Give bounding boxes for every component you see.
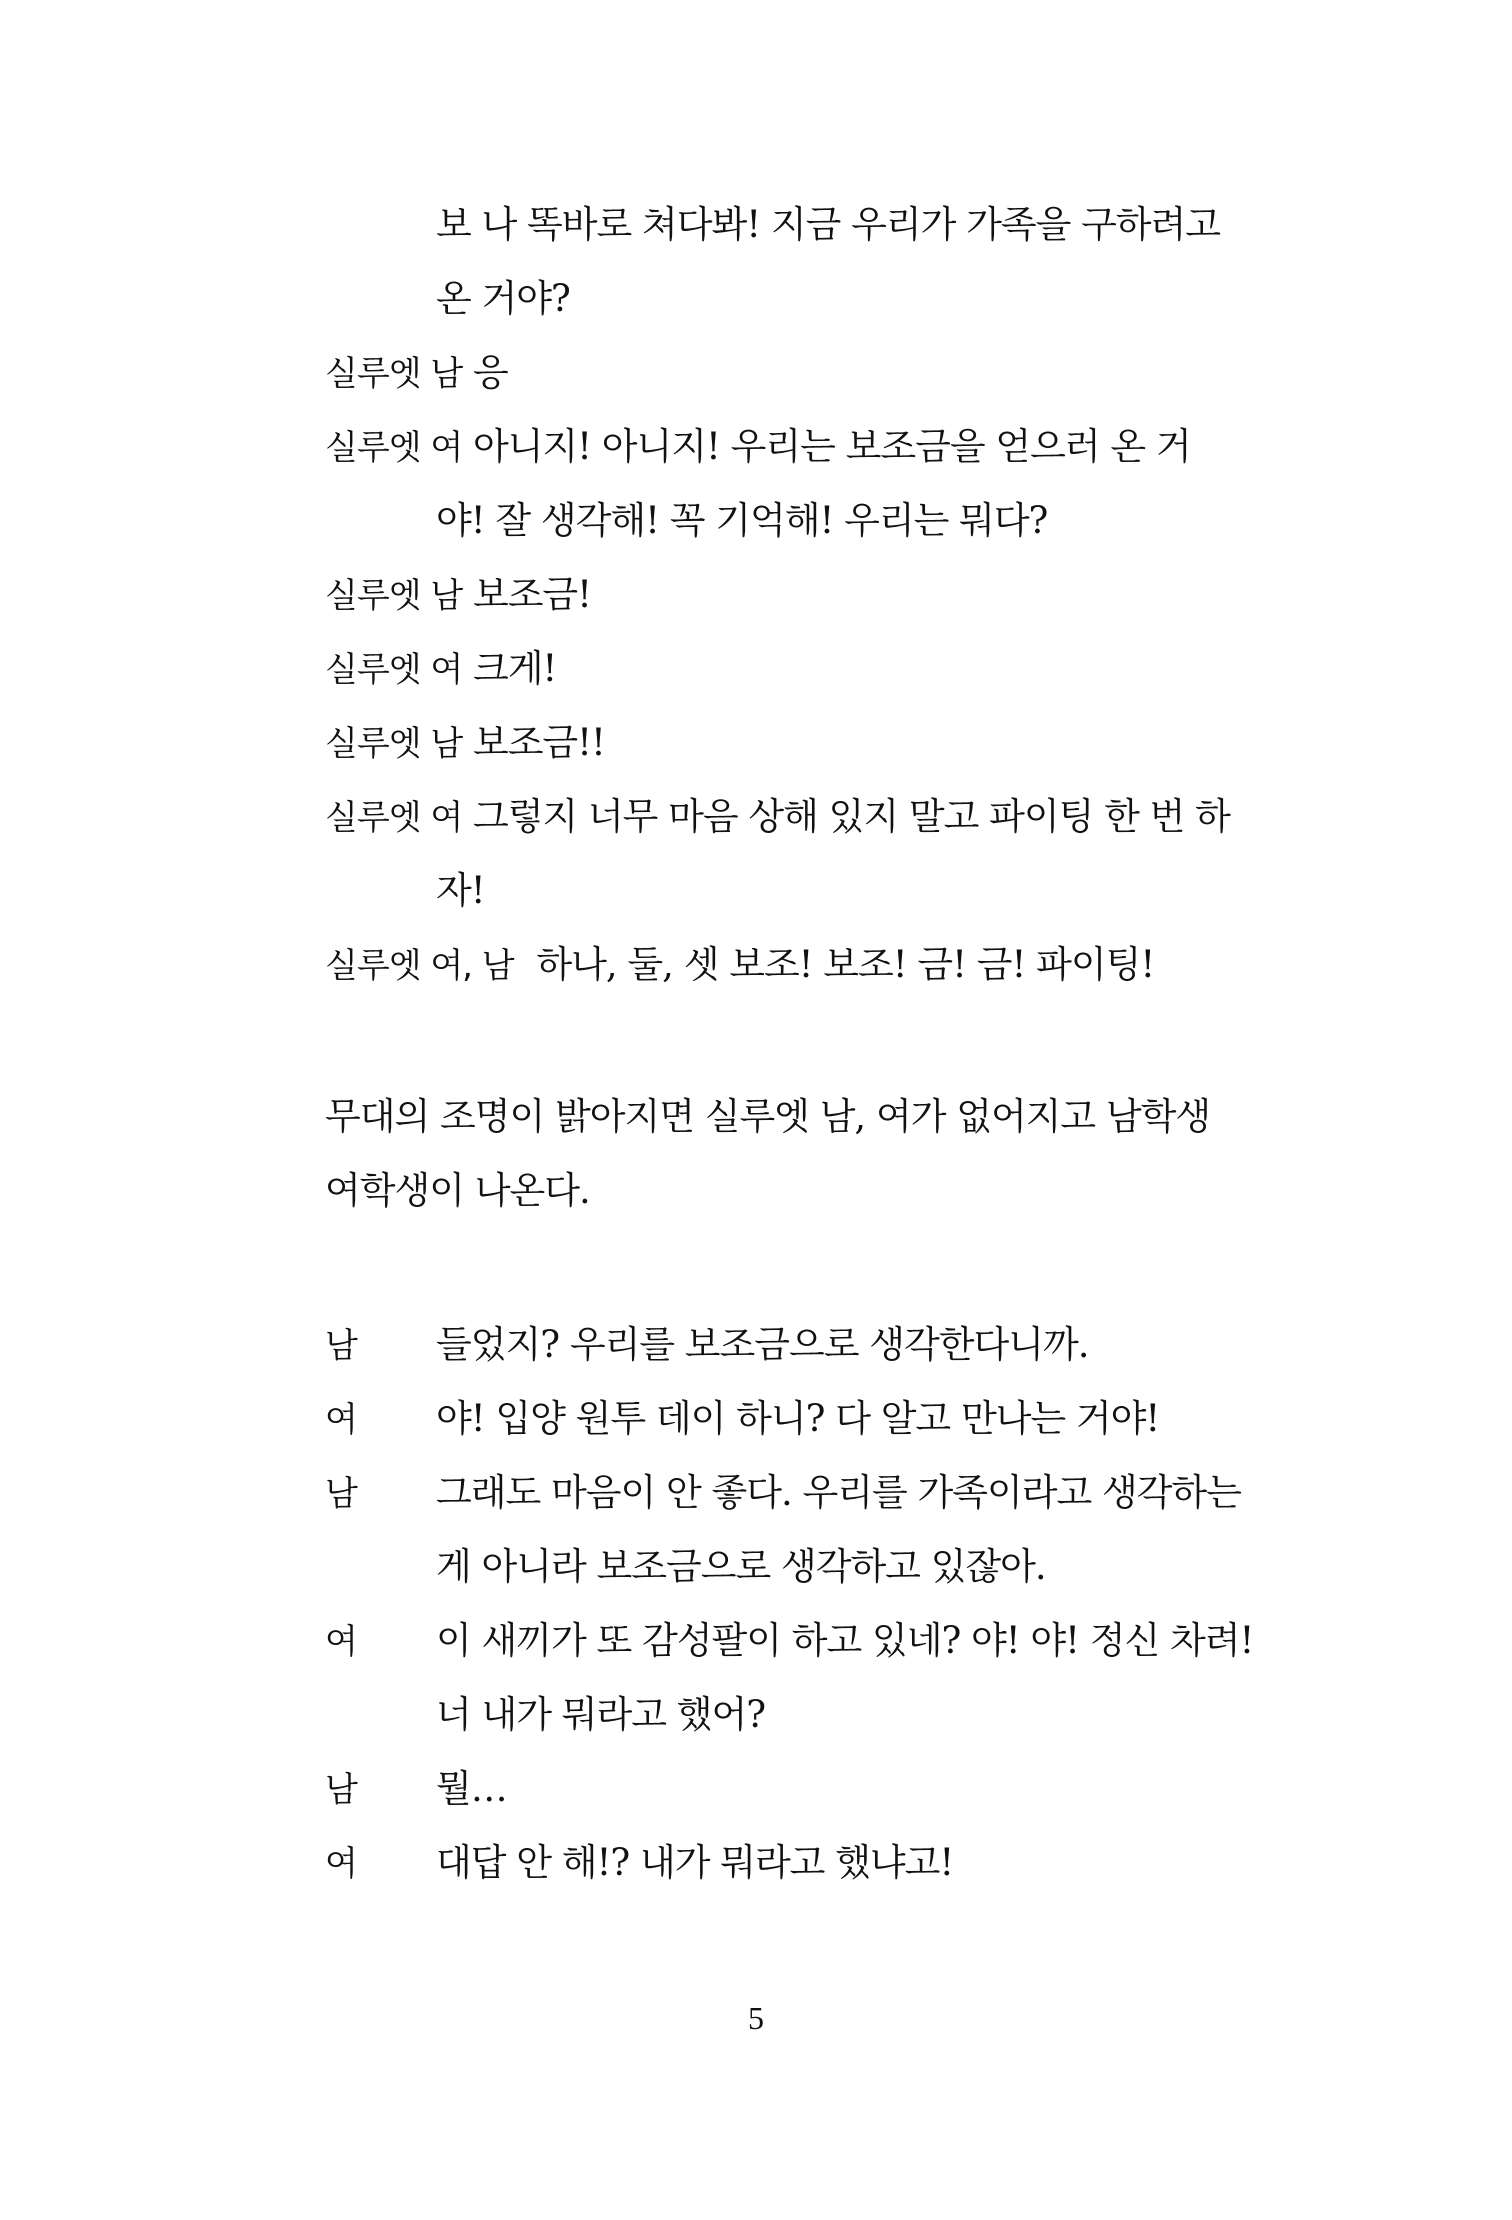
dialogue-text: 야! 입양 원투 데이 하니? 다 알고 만나는 거야! (436, 1397, 1160, 1440)
dialogue-text: 뭘… (436, 1767, 507, 1810)
dialogue-text: 온 거야? (436, 277, 570, 320)
stage-direction-text: 무대의 조명이 밝아지면 실루엣 남, 여가 없어지고 남학생 (325, 1095, 1211, 1138)
dialogue-text: 이 새끼가 또 감성팔이 하고 있네? 야! 야! 정신 차려! (436, 1619, 1254, 1662)
script-line (436, 484, 1270, 558)
dialogue-text: 보 나 똑바로 쳐다봐! 지금 우리가 가족을 구하려고 (436, 203, 1221, 246)
script-line (325, 780, 1270, 854)
dialogue-line (436, 1530, 1270, 1604)
speaker-label: 남 (325, 1326, 357, 1366)
dialogue-line (325, 1308, 1270, 1382)
script-line (325, 410, 1270, 484)
dialogue-text: 그렇지 너무 마음 상해 있지 말고 파이팅 한 번 하 (472, 795, 1230, 838)
stage-direction-text: 여학생이 나온다. (325, 1169, 590, 1212)
speaker-label: 실루엣 남 (325, 354, 463, 394)
dialogue-text: 크게! (472, 647, 557, 690)
dialogue-text: 응 (472, 351, 508, 394)
dialogue-text: 게 아니라 보조금으로 생각하고 있잖아. (436, 1545, 1046, 1588)
dialogue-line (325, 1456, 1270, 1530)
speaker-label: 실루엣 여 (325, 650, 463, 690)
dialogue-text: 보조금! (472, 573, 592, 616)
script-line (436, 854, 1270, 928)
speaker-label: 실루엣 남 (325, 724, 463, 764)
page-number: 5 (748, 2000, 764, 2036)
script-line (436, 188, 1270, 262)
script-line (436, 262, 1270, 336)
script-line (325, 558, 1270, 632)
script-line (325, 336, 1270, 410)
dialogue-line (325, 1382, 1270, 1456)
dialogue-text: 아니지! 아니지! 우리는 보조금을 얻으러 온 거 (472, 425, 1191, 468)
script-line (325, 632, 1270, 706)
speaker-label: 실루엣 남 (325, 576, 463, 616)
speaker-label: 실루엣 여, 남 (325, 946, 514, 986)
stage-direction-line (325, 1154, 1270, 1228)
speaker-label: 여 (325, 1622, 357, 1662)
dialogue-text: 너 내가 뭐라고 했어? (436, 1693, 766, 1736)
speaker-label: 여 (325, 1400, 357, 1440)
script-line (325, 706, 1270, 780)
dialogue-line (325, 1752, 1270, 1826)
dialogue-text: 자! (436, 869, 485, 912)
dialogue-text: 대답 안 해!? 내가 뭐라고 했냐고! (436, 1841, 954, 1884)
dialogue-text: 들었지? 우리를 보조금으로 생각한다니까. (436, 1323, 1089, 1366)
speaker-label: 실루엣 여 (325, 798, 463, 838)
speaker-label: 실루엣 여 (325, 428, 463, 468)
speaker-label: 남 (325, 1770, 357, 1810)
dialogue-line (436, 1678, 1270, 1752)
dialogue-line (325, 1826, 1270, 1900)
speaker-label: 남 (325, 1474, 357, 1514)
speaker-label: 여 (325, 1844, 357, 1884)
dialogue-line (325, 1604, 1270, 1678)
dialogue-text: 보조금!! (472, 721, 605, 764)
dialogue-text: 그래도 마음이 안 좋다. 우리를 가족이라고 생각하는 (436, 1471, 1241, 1514)
dialogue-text: 야! 잘 생각해! 꼭 기억해! 우리는 뭐다? (436, 499, 1048, 542)
script-line (325, 928, 1270, 1002)
dialogue-text: 하나, 둘, 셋 보조! 보조! 금! 금! 파이팅! (536, 943, 1155, 986)
stage-direction-line (325, 1080, 1270, 1154)
